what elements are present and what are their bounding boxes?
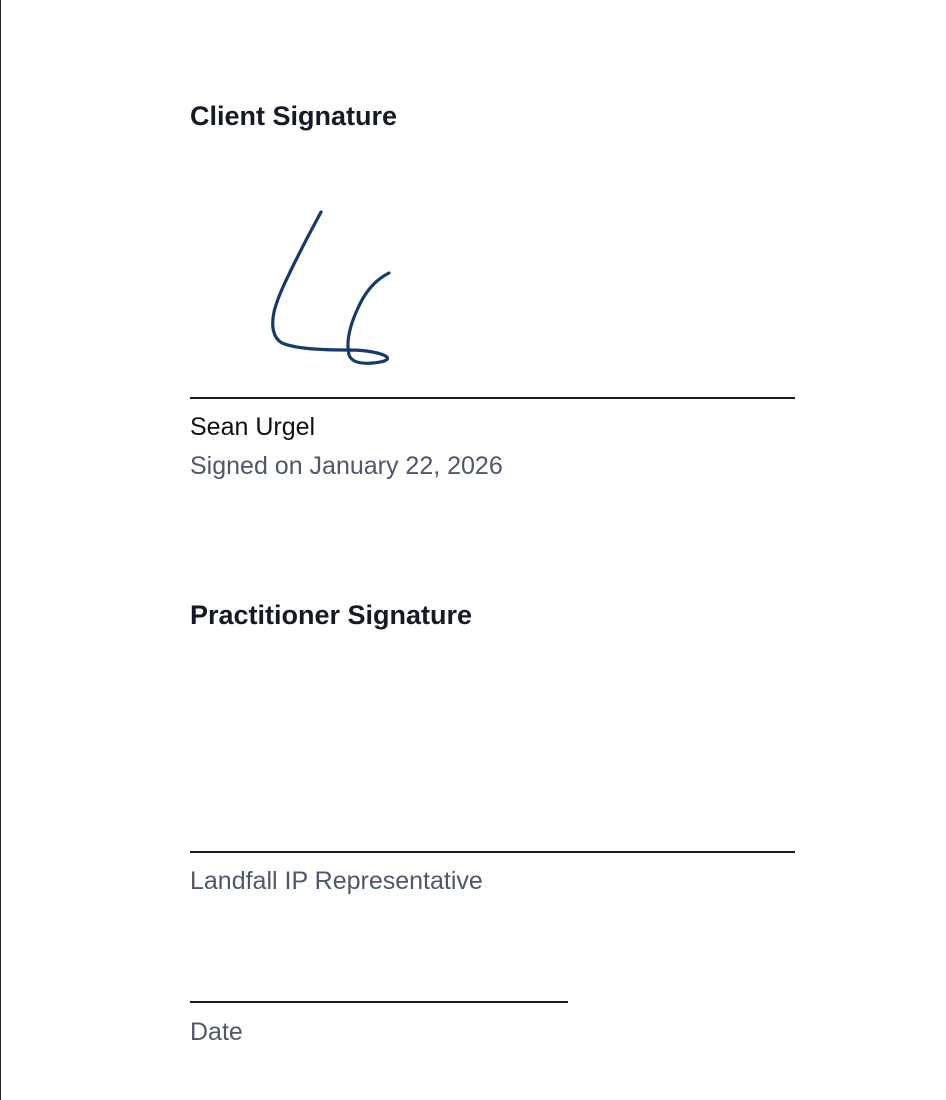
date-label: Date: [190, 1018, 243, 1046]
practitioner-signature-heading: Practitioner Signature: [190, 600, 473, 630]
client-signature-line: [190, 397, 795, 399]
page-left-border: [0, 0, 1, 1100]
client-signer-name: Sean Urgel: [190, 413, 316, 441]
date-signature-line: [190, 1001, 568, 1003]
client-signature-image: [260, 200, 410, 380]
practitioner-signer-label: Landfall IP Representative: [190, 867, 483, 895]
practitioner-signature-line: [190, 851, 795, 853]
client-signed-date: Signed on January 22, 2026: [190, 452, 503, 480]
signature-stroke: [273, 212, 389, 363]
client-signature-heading: Client Signature: [190, 101, 398, 131]
